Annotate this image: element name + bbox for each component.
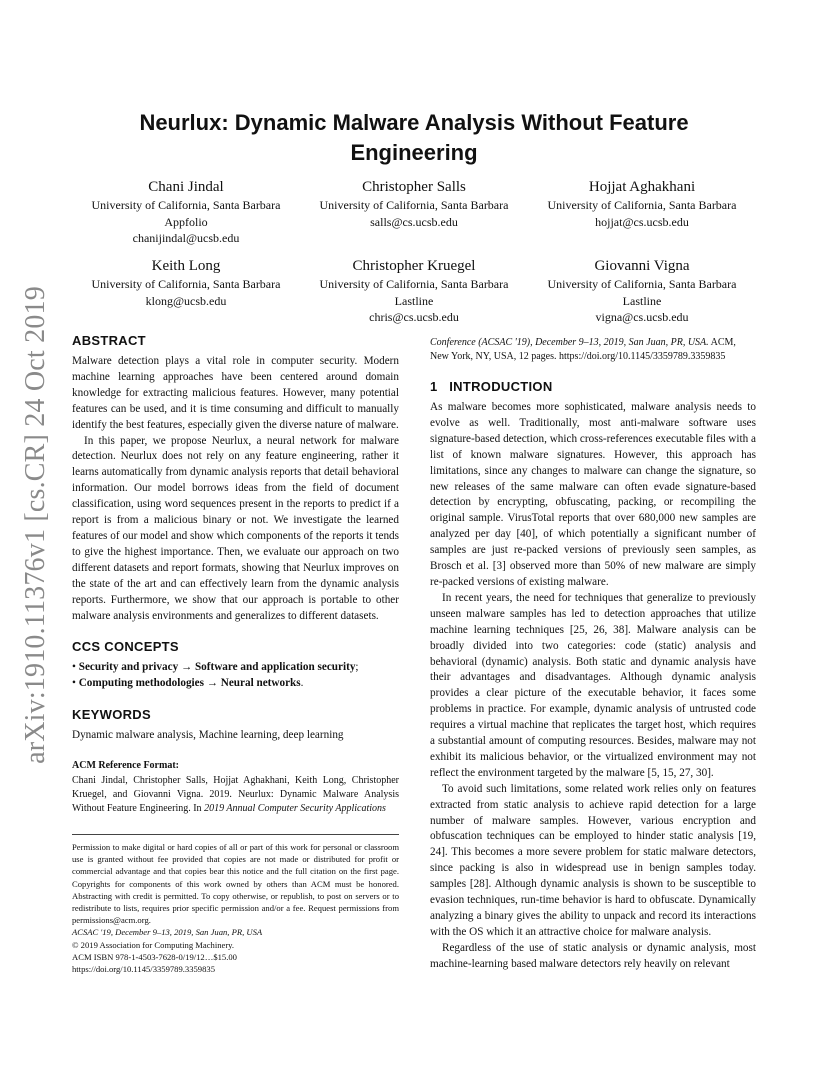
footnote-copyright: © 2019 Association for Computing Machinery. [72,939,235,950]
ccs-heading: CCS CONCEPTS [72,639,179,655]
abstract-heading: ABSTRACT [72,333,146,348]
conference-line [430,336,756,364]
introduction-heading: 1 INTRODUCTION [430,379,553,394]
author-email: hojjat@cs.ucsb.edu [595,214,689,229]
footnote-conference [72,926,399,938]
author-affiliation: Lastline [394,293,434,308]
author-affiliation: Appfolio [164,214,208,229]
conference-line-rest: ACM, New York, NY, USA, 12 pages. https://doi.org/10.1145/3359789.3359835 [430,337,736,362]
ccs-bullet: • [72,677,79,690]
ccs-concept [72,676,399,692]
arxiv-stamp [6,286,66,764]
abstract-paragraph: In this paper, we propose Neurlux, a neural network for malware detection. Neurlux does not rely on any feature engineering, rather it learns automatically from dynamic analysis reports that detail behavioral information. Our model borrows ideas from the field of document classification, using word sequences present in the reports to predict if a report is from a malicious binary or not. We investigate the learned features of our model and show which components of the reports it tends to give the highest importance. Then, we evaluate our approach on two different datasets and report formats, showing that Neurlux improves on the state of the art and can effectively learn from the dynamic analysis reports. Furthermore, we show that our approach is portable to other malware analysis environments and generalizes to different datasets. [72,434,399,622]
author-affiliation: Lastline [622,293,662,308]
author-email: vigna@cs.ucsb.edu [595,310,689,324]
author-affiliation: University of California, Santa Barbara [547,198,737,212]
acm-reference-venue: 2019 Annual Computer Security Applications [204,803,386,815]
author-name: Giovanni Vigna [594,258,690,274]
ccs-arrow: → [178,661,195,674]
author-affiliation: University of California, Santa Barbara [547,277,737,291]
permission-text: Permission to make digital or hard copies of all or part of this work for personal or classroom use is granted without fee provided that copies are not made or distributed for profit or commercial advantage and that copies bear this notice and the full citation on the first page. Copyrights for components of this work owned by others than ACM must be honored. Abstracting with credit is permitted. To copy otherwise, or republish, to post on servers or to redistribute to lists, requires prior specific permission and/or a fee. Request permissions from permissions@acm.org. [72,842,399,926]
footnote-doi: https://doi.org/10.1145/3359789.3359835 [72,964,215,975]
intro-paragraph: Regardless of the use of static analysis or dynamic analysis, most machine-learning based malware detectors rely heavily on relevant [430,941,756,970]
author-block [528,257,756,326]
ccs-arrow: → [203,677,221,690]
author-row-2 [72,257,756,326]
keywords-text: Dynamic malware analysis, Machine learning, deep learning [72,729,344,742]
acm-reference-body: Chani Jindal, Christopher Salls, Hojjat Aghakhani, Keith Long, Christopher Kruegel, and Giovanni Vigna. 2019. Neurlux: Dynamic Malware Analysis Without Feature Engineering. In [72,775,399,815]
left-column [72,332,399,816]
ccs-bullet: • [72,661,79,674]
footnote-isbn: ACM ISBN 978-1-4503-7628-0/19/12…$15.00 [72,951,237,962]
author-block [72,257,300,326]
right-column [430,336,756,973]
ccs-term: Computing methodologies [78,677,204,690]
paper-title: Neurlux: Dynamic Malware Analysis Without Feature Engineering [139,110,689,165]
author-block [72,178,300,247]
author-block [528,178,756,247]
intro-paragraph: To avoid such limitations, some related work relies only on features extracted from static analysis to achieve rapid detection for a large number of malware samples. However, various encryption and obfuscation techniques can be employed to hinder static analysis [19, 24]. This becomes a more severe problem for static malware detectors, since packing is also in widespread use in benign samples today. samples [28]. Although dynamic analysis is shown to be susceptible to evasion techniques, run-time behavior is hard to obfuscate. Dynamically analyzing a binary gives the ability to unpack and record its interactions with the OS which it an attractive choice for malware analysis. [430,782,756,938]
author-email: klong@ucsb.edu [145,293,227,308]
author-affiliation: University of California, Santa Barbara [91,277,281,291]
ccs-term: Neural networks [220,677,301,690]
permission-footnote [72,834,399,975]
author-block [300,178,528,247]
author-email: chanijindal@ucsb.edu [132,231,240,245]
author-block [300,257,528,326]
intro-paragraph: In recent years, the need for techniques that generalize to previously unseen malware samples has led to detection approaches that utilize machine learning techniques [25, 26, 38]. Malware analysis can be broadly divided into two categories: code (static) analysis and behavioral (dynamic) analysis. Both static and dynamic analysis have their advantages and disadvantages. Although dynamic analysis provides a clear picture of the executable behavior, it faces some problems in practice. For example, dynamic analysis of untrusted code requires a virtual machine that replicates the target host, which requires a substantial amount of computing resources. Besides, malware may not exhibit its malicious behavior, or the virtualized environment may not reflect the environment targeted by the malware [5, 15, 27, 30]. [430,591,756,779]
author-name: Keith Long [151,258,221,274]
author-row-1 [72,178,756,247]
intro-paragraph: As malware becomes more sophisticated, malware analysis needs to evolve as well. Traditionally, most anti-malware software uses signature-based detection, which cross-references executable files with a list of known malware signatures. However, this approach has limitations, since any changes to malware can change the signature, so new releases of the same malware can often evade signature-based detection by encrypting, obfuscating, packing, or recompiling the original sample. VirusTotal reports that over 680,000 new samples are analyzed per day [40], of which potentially a significant number of samples are just re-packed versions of previously seen samples, as Brosch et al. [3] observed more than 50% of new malware are simply re-packed versions of existing malware. [430,401,756,588]
author-affiliation: University of California, Santa Barbara [319,198,509,212]
ccs-concept [72,660,399,676]
author-name: Christopher Salls [362,179,466,195]
ccs-term: Software and application security [194,661,356,674]
author-name: Christopher Kruegel [352,258,476,274]
author-email: salls@cs.ucsb.edu [370,214,458,229]
author-name: Chani Jindal [148,179,224,195]
author-affiliation: University of California, Santa Barbara [319,277,509,291]
conference-line-italic: Conference (ACSAC '19), December 9–13, 2019, San Juan, PR, USA. [430,337,709,348]
author-name: Hojjat Aghakhani [588,179,696,195]
ccs-term: Security and privacy [78,661,179,674]
author-affiliation: University of California, Santa Barbara [91,198,281,212]
acm-reference-heading: ACM Reference Format: [72,760,179,772]
abstract-paragraph: Malware detection plays a vital role in computer security. Modern machine learning approaches have been centered around domain knowledge for extracting malicious features. However, many potential features can be used, and it is time consuming and difficult to manually identify the best features, especially given the diverse nature of malware. [72,355,399,431]
acm-reference-text [72,774,399,816]
author-email: chris@cs.ucsb.edu [369,310,459,324]
ccs-punct: . [300,677,304,690]
ccs-punct: ; [355,661,359,674]
arxiv-stamp-text: arXiv:1910.11376v1 [cs.CR] 24 Oct 2019 [20,286,52,764]
keywords-heading: KEYWORDS [72,707,151,723]
footnote-conference-text: ACSAC '19, December 9–13, 2019, San Juan, PR, USA [72,927,263,938]
